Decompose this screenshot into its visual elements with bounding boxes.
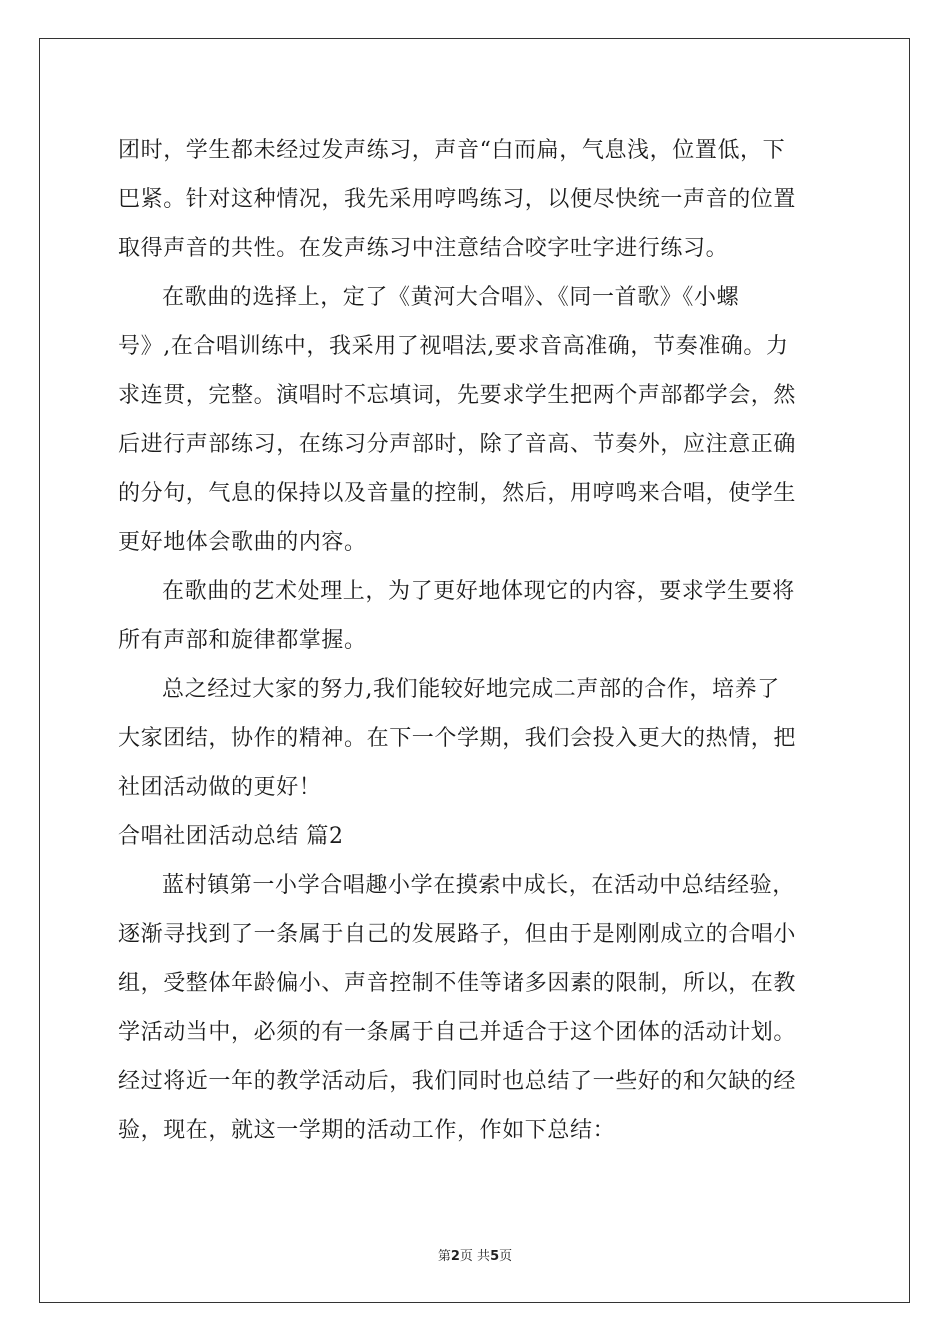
footer-mid: 页 共	[459, 1249, 491, 1264]
footer-prefix: 第	[437, 1249, 451, 1264]
text-line: 学活动当中，必须的有一条属于自己并适合于这个团体的活动计划。	[118, 1020, 797, 1045]
text-line: 在歌曲的艺术处理上，为了更好地体现它的内容，要求学生要将	[162, 579, 795, 604]
text-line: 在歌曲的选择上，定了《黄河大合唱》、《同一首歌》《小螺	[162, 285, 740, 310]
total-pages-number: 5	[490, 1249, 500, 1264]
current-page-number: 2	[450, 1249, 460, 1264]
text-line: 更好地体会歌曲的内容。	[118, 530, 367, 555]
text-line: 巴紧。针对这种情况，我先采用哼鸣练习，以便尽快统一声音的位置	[118, 187, 797, 212]
document-body	[118, 126, 834, 1155]
page-footer	[0, 1245, 950, 1264]
text-line: 经过将近一年的教学活动后，我们同时也总结了一些好的和欠缺的经	[118, 1069, 797, 1094]
text-line: 号》,在合唱训练中，我采用了视唱法,要求音高准确，节奏准确。力	[118, 334, 789, 359]
text-line: 组，受整体年龄偏小、声音控制不佳等诸多因素的限制，所以，在教	[118, 971, 797, 996]
text-line: 总之经过大家的努力,我们能较好地完成二声部的合作，培养了	[162, 677, 780, 702]
text-line: 验，现在，就这一学期的活动工作，作如下总结：	[118, 1118, 616, 1143]
text-line: 大家团结，协作的精神。在下一个学期，我们会投入更大的热情，把	[118, 726, 797, 751]
text-line: 所有声部和旋律都掌握。	[118, 628, 367, 653]
text-line: 后进行声部练习，在练习分声部时，除了音高、节奏外，应注意正确	[118, 432, 797, 457]
text-line: 社团活动做的更好！	[118, 775, 322, 800]
text-line: 蓝村镇第一小学合唱趣小学在摸索中成长，在活动中总结经验，	[162, 873, 795, 898]
text-line: 的分句，气息的保持以及音量的控制，然后，用哼鸣来合唱，使学生	[118, 481, 797, 506]
text-line: 团时，学生都未经过发声练习，声音“白而扁，气息浅，位置低，下	[118, 138, 786, 163]
section-heading: 合唱社团活动总结 篇2	[118, 824, 344, 849]
text-line: 求连贯，完整。演唱时不忘填词，先要求学生把两个声部都学会，然	[118, 383, 797, 408]
text-line: 逐渐寻找到了一条属于自己的发展路子，但由于是刚刚成立的合唱小	[118, 922, 797, 947]
footer-suffix: 页	[499, 1249, 513, 1264]
text-line: 取得声音的共性。在发声练习中注意结合咬字吐字进行练习。	[118, 236, 729, 261]
